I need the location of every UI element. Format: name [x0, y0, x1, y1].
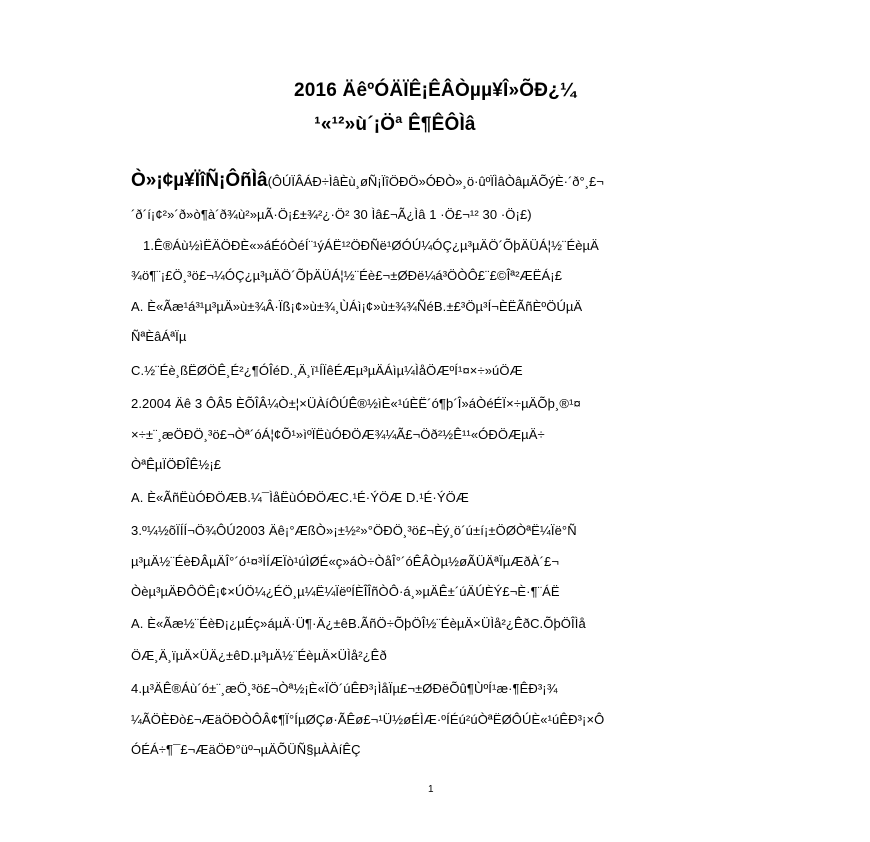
section-heading-rest: (ÔÚÏÂÁÐ÷ÌâÈù¸øÑ¡ÏîÖÐÖ»ÓÐÒ»¸ö·ûºÏÌâÒâµÄÕýÈ·´ð°¸£¬ — [267, 174, 604, 189]
text-line: ×÷±¨¸æÖÐÖ¸³ö£¬Òª´óÁ¦¢Õ¹»ìºÏËùÓÐÖÆ¾¼Ã£¬Öð²½Ê¹¹«ÓÐÖÆµÄ÷ — [131, 427, 545, 442]
text-line: ¼ÃÖÈÐò£¬ÆäÖÐÒÔÂ¢¶Ï°ÍµØÇø·ÃÊø£¬¹Ü½øÉÌÆ·ºÍÉú²úÒªËØÔÚÈ«¹úÊÐ³¡×Ô — [131, 712, 605, 727]
section-heading-bold: Ò»¡¢µ¥ÏîÑ¡ÔñÌâ — [131, 170, 268, 191]
text-line: ÓÉÁ÷¶¯£¬ÆäÖÐ°üº¬µÄÕÜÑ§µÀÀíÊÇ — [131, 742, 361, 757]
text-line: A. È«Ãæ½¨ÉèÐ¡¿µÉç»áµÄ·Ü¶·Ä¿±êB.ÃñÖ÷ÕþÖÎ½¨ÉèµÄ×ÜÌå²¿ÊðC.ÕþÖÎÌå — [131, 616, 586, 631]
section-heading — [131, 170, 604, 192]
page-number: 1 — [428, 784, 434, 795]
text-line: ÑªÈâÁªÏµ — [131, 329, 187, 344]
text-line: 2.2004 Äê 3 ÔÂ5 ÈÕÎÂ¼Ò±¦×ÜÀíÔÚÊ®½ìÈ«¹úÈË´ó¶þ´Î»áÒéÉÏ×÷µÄÕþ¸®¹¤ — [131, 396, 581, 411]
text-line: ÒªÊµÏÖÐÎÊ½¡£ — [131, 457, 222, 472]
text-line: 3.º¼½õÏÍÍ¬Ö¾ÔÚ2003 Äê¡°ÆßÒ»¡±½²»°ÖÐÖ¸³ö£¬Èý¸ö´ú±í¡±ÖØÒªË¼Ïë°Ñ — [131, 523, 577, 538]
text-line: Òèµ³µÄÐÔÖÊ¡¢×ÚÖ¼¿ÉÖ¸µ¼Ë¼ÏëºÍÈÎÎñÒÔ·á¸»µÄÊ±´úÄÚÈÝ£¬È·¶¨ÁË — [131, 584, 560, 599]
document-subtitle: ¹«¹²»ù´¡Öª Ê¶ÊÔÌâ — [314, 114, 476, 135]
text-line: ¾ö¶¨¡£Ö¸³ö£¬¼ÓÇ¿µ³µÄÖ´ÕþÄÜÁ¦½¨Éè£¬±ØÐë¼á³ÖÒÔ£¨£©Îª²ÆËÁ¡£ — [131, 268, 563, 283]
text-line: ´ð´í¡¢²»´ð»ò¶à´ð¾ù²»µÃ·Ö¡£±¾²¿·Ö² 30 Ìâ£¬Ã¿Ìâ 1 ·Ö£¬¹² 30 ·Ö¡£) — [131, 207, 532, 222]
text-line: 4.µ³ÄÊ®Áù´ó±¨¸æÖ¸³ö£¬Òª½¡È«ÏÖ´úÊÐ³¡ÌåÏµ£¬±ØÐëÕû¶ÙºÍ¹æ·¶ÊÐ³¡¾ — [131, 681, 558, 696]
document-title: 2016 ÄêºÓÄÏÊ¡ÊÂÒµµ¥Î»ÕÐ¿¼ — [294, 80, 576, 101]
text-line: ÖÆ¸Ä¸ïµÄ×ÜÄ¿±êD.µ³µÄ½¨ÉèµÄ×ÜÌå²¿Êð — [131, 648, 387, 663]
text-line: A. È«ÃñËùÓÐÖÆB.¼¯ÌåËùÓÐÖÆC.¹É·ÝÖÆ D.¹É·ÝÖÆ — [131, 490, 469, 505]
text-line: C.½¨Éè¸ßËØÖÊ¸É²¿¶ÓÎéD.¸Ä¸ï¹ÍÏêÉÆµ³µÄÁìµ¼ÌåÖÆºÍ¹¤×÷»úÖÆ — [131, 363, 523, 378]
text-line: µ³µÄ½¨ÉèÐÂµÄÎ°´ó¹¤³ÌÍÆÏò¹úÌØÉ«ç»áÒ÷ÒåÎ°´óÊÂÒµ½øÃÜÄªÏµÆðÀ´£¬ — [131, 554, 560, 569]
text-line: 1.Ê®Áù½ìËÄÖÐÈ«»áÉóÒéÍ¨¹ýÁË¹²ÖÐÑë¹ØÓÚ¼ÓÇ¿µ³µÄÖ´ÕþÄÜÁ¦½¨ÉèµÄ — [143, 238, 599, 253]
text-line: A. È«Ãæ¹á³¹µ³µÄ»ù±¾Â·Ïß¡¢»ù±¾¸ÙÁì¡¢»ù±¾¾ÑéB.±£³Öµ³Í¬ÈËÃñÈºÖÚµÄ — [131, 299, 583, 314]
